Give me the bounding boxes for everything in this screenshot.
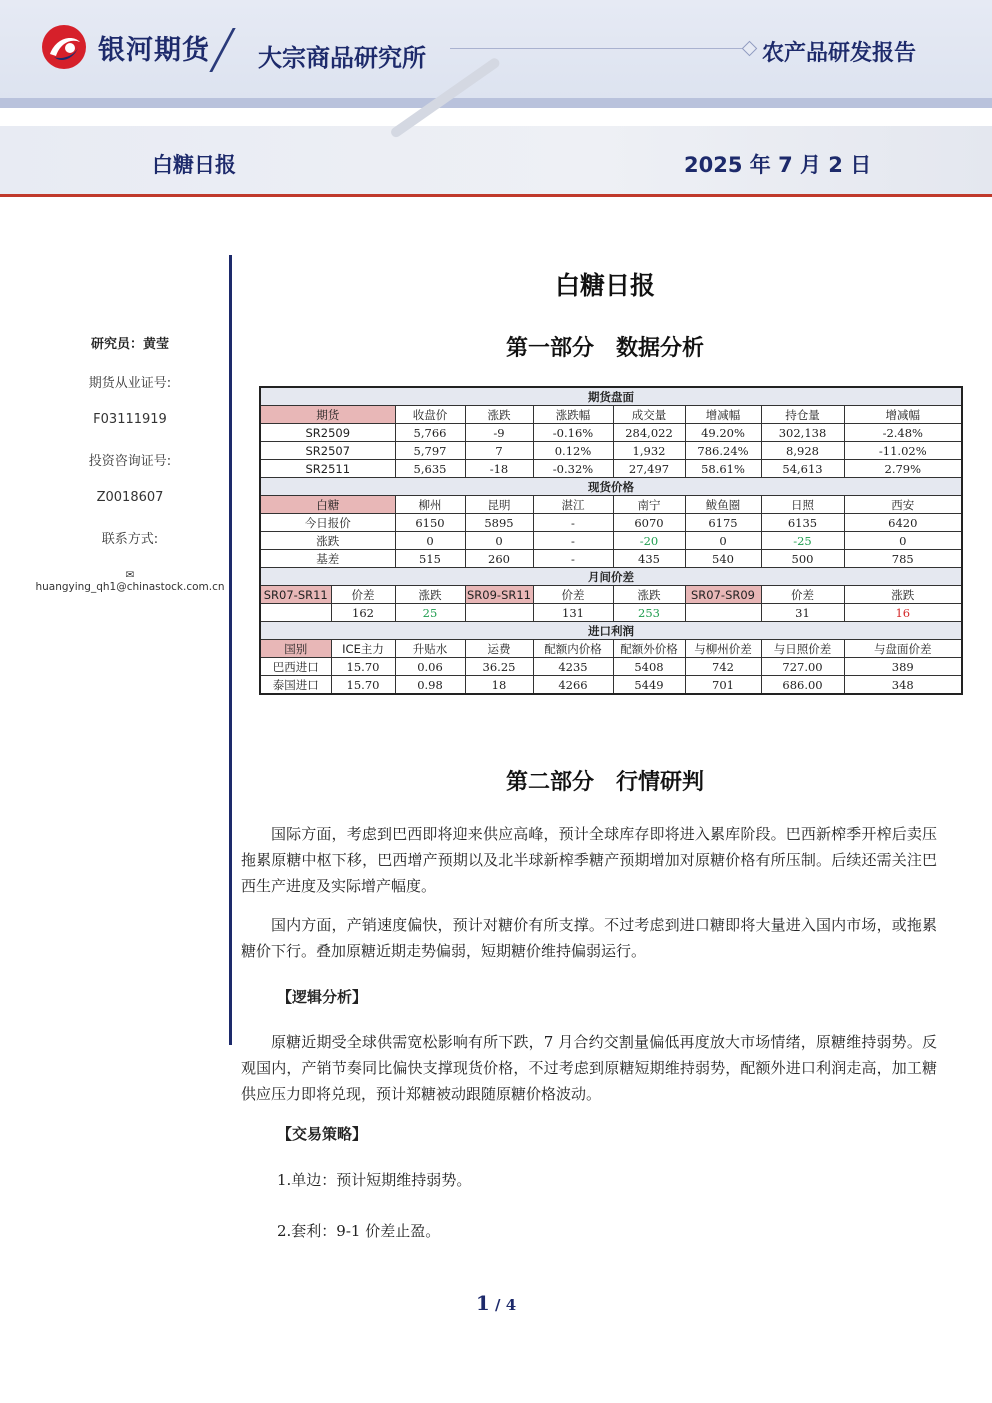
column-header: 白糖 xyxy=(260,496,395,514)
column-header: 昆明 xyxy=(465,496,533,514)
institute-name: 大宗商品研究所 xyxy=(258,44,426,72)
contact-email[interactable]: huangying_qh1@chinastock.com.cn xyxy=(35,581,225,593)
table-cell: 260 xyxy=(465,550,533,568)
column-header: 西安 xyxy=(844,496,962,514)
table-cell: - xyxy=(533,550,613,568)
column-header: 运费 xyxy=(465,640,533,658)
table-cell xyxy=(465,604,533,622)
table-cell: 0.98 xyxy=(395,676,465,695)
paragraph-domestic: 国内方面，产销速度偏快，预计对糖价有所支撑。不过考虑到进口糖即将大量进入国内市场，或拖累糖价下行。叠加原糖近期走势偏弱，短期糖价维持偏弱运行。 xyxy=(241,916,937,960)
table-cell: 1,932 xyxy=(613,442,685,460)
page-total: 4 xyxy=(505,1296,517,1314)
table-cell: -2.48% xyxy=(844,424,962,442)
row-label: SR2507 xyxy=(260,442,395,460)
table-cell: 742 xyxy=(685,658,761,676)
header-band xyxy=(0,98,992,108)
license-label: 期货从业证号: xyxy=(88,376,172,391)
table-cell: 686.00 xyxy=(761,676,844,695)
futures-row xyxy=(260,424,962,442)
table-cell: 785 xyxy=(844,550,962,568)
table-cell: - xyxy=(533,514,613,532)
table-cell: 49.20% xyxy=(685,424,761,442)
spot-header-row xyxy=(260,496,962,514)
consult-label: 投资咨询证号: xyxy=(88,454,172,469)
table-cell: 15.70 xyxy=(331,676,395,695)
table-cell: 5,635 xyxy=(395,460,465,478)
table-cell: -0.32% xyxy=(533,460,613,478)
table-cell: 302,138 xyxy=(761,424,844,442)
table-cell: 0 xyxy=(844,532,962,550)
column-header: 期货 xyxy=(260,406,395,424)
table-cell: -11.02% xyxy=(844,442,962,460)
column-header: 国别 xyxy=(260,640,331,658)
table-cell: 2.79% xyxy=(844,460,962,478)
column-header: SR09-SR11 xyxy=(467,587,531,602)
galaxy-logo-icon xyxy=(40,24,88,70)
section-header: 月间价差 xyxy=(260,568,962,586)
column-header: 与日照价差 xyxy=(761,640,844,658)
table-cell: 5,766 xyxy=(395,424,465,442)
futures-row xyxy=(260,442,962,460)
column-header: 涨跌 xyxy=(844,586,962,604)
table-cell: 500 xyxy=(761,550,844,568)
table-cell: 284,022 xyxy=(613,424,685,442)
consult-number: Z0018607 xyxy=(96,490,164,505)
spot-row xyxy=(260,514,962,532)
table-cell: 5895 xyxy=(465,514,533,532)
column-header: 与柳州价差 xyxy=(685,640,761,658)
row-label: 泰国进口 xyxy=(260,676,331,695)
spot-row xyxy=(260,532,962,550)
main-title: 白糖日报 xyxy=(554,271,655,300)
row-label: 涨跌 xyxy=(260,532,395,550)
table-cell: 6175 xyxy=(685,514,761,532)
table-cell: 6070 xyxy=(613,514,685,532)
column-header: 涨跌 xyxy=(465,406,533,424)
spread-row xyxy=(260,604,962,622)
paragraph-international: 国际方面，考虑到巴西即将迎来供应高峰，预计全球库存即将进入累库阶段。巴西新榨季开榨后卖压拖累原糖中枢下移，巴西增产预期以及北半球新榨季糖产预期增加对原糖价格有所压制。后续还需关注巴西生产进度及实际增产幅度。 xyxy=(241,825,937,895)
table-cell: 253 xyxy=(613,604,685,622)
column-header: 配额内价格 xyxy=(533,640,613,658)
table-cell: 515 xyxy=(395,550,465,568)
table-cell: -0.16% xyxy=(533,424,613,442)
column-header: 与盘面价差 xyxy=(844,640,962,658)
table-cell: 162 xyxy=(331,604,395,622)
table-cell: -25 xyxy=(761,532,844,550)
import-row xyxy=(260,676,962,695)
report-date: 2025 年 7 月 2 日 xyxy=(684,153,872,177)
table-cell: 4266 xyxy=(533,676,613,695)
page-current: 1 xyxy=(475,1291,490,1315)
logo-text: 银河期货 xyxy=(98,35,210,66)
table-cell: 701 xyxy=(685,676,761,695)
spot-row xyxy=(260,550,962,568)
table-cell: - xyxy=(533,532,613,550)
table-cell: 6135 xyxy=(761,514,844,532)
section-row-spot xyxy=(260,478,962,496)
table-cell: 786.24% xyxy=(685,442,761,460)
section-header: 现货价格 xyxy=(260,478,962,496)
table-cell: 435 xyxy=(613,550,685,568)
table-cell: 31 xyxy=(761,604,844,622)
table-cell xyxy=(260,604,331,622)
header-rule xyxy=(450,48,745,49)
table-cell: 18 xyxy=(465,676,533,695)
column-header: 价差 xyxy=(761,586,844,604)
column-header: 增减幅 xyxy=(844,406,962,424)
column-header: SR07-SR09 xyxy=(685,586,761,604)
column-header: 柳州 xyxy=(395,496,465,514)
column-header: 持仓量 xyxy=(761,406,844,424)
column-header: ICE主力 xyxy=(331,640,395,658)
row-label: SR2511 xyxy=(260,460,395,478)
spread-header-row xyxy=(260,586,962,604)
table-cell: 389 xyxy=(844,658,962,676)
mail-icon: ✉ xyxy=(125,569,135,581)
table-cell: -9 xyxy=(465,424,533,442)
data-table xyxy=(259,386,963,695)
section-title-analysis: 第二部分 行情研判 xyxy=(505,770,704,795)
column-header: 收盘价 xyxy=(395,406,465,424)
table-cell: 5,797 xyxy=(395,442,465,460)
section-row-spread xyxy=(260,568,962,586)
logic-heading: 【逻辑分析】 xyxy=(277,988,368,1006)
row-label: SR2509 xyxy=(260,424,395,442)
row-label: 今日报价 xyxy=(260,514,395,532)
table-cell: -20 xyxy=(613,532,685,550)
table-cell: 0.12% xyxy=(533,442,613,460)
section-row-import xyxy=(260,622,962,640)
table-cell: 7 xyxy=(465,442,533,460)
title-band-underline xyxy=(0,194,992,197)
table-cell: 58.61% xyxy=(685,460,761,478)
report-type: 农产品研发报告 xyxy=(762,41,917,66)
column-header: 湛江 xyxy=(533,496,613,514)
strategy-heading: 【交易策略】 xyxy=(277,1125,368,1143)
table-cell: 5408 xyxy=(613,658,685,676)
import-header-row xyxy=(260,640,962,658)
table-cell: 15.70 xyxy=(331,658,395,676)
column-header: 鲅鱼圈 xyxy=(685,496,761,514)
column-header: 价差 xyxy=(331,586,395,604)
column-header: 配额外价格 xyxy=(613,640,685,658)
table-cell: 25 xyxy=(395,604,465,622)
table-cell: 6420 xyxy=(844,514,962,532)
contact-email-row[interactable] xyxy=(32,569,228,593)
table-cell xyxy=(685,604,761,622)
table-cell: 348 xyxy=(844,676,962,695)
column-header: 涨跌 xyxy=(613,586,685,604)
strategy-single: 1.单边：预计短期维持弱势。 xyxy=(277,1171,472,1189)
strategy-arbitrage: 2.套利：9-1 价差止盈。 xyxy=(277,1222,441,1240)
row-label: 基差 xyxy=(260,550,395,568)
section-header: 期货盘面 xyxy=(260,387,962,406)
paragraph-logic: 原糖近期受全球供需宽松影响有所下跌，7 月合约交割量偏低再度放大市场情绪，原糖维持弱势。反观国内，产销节奏同比偏快支撑现货价格，不过考虑到原糖短期维持弱势，配额外进口利润走高，加工糖供应压力即将兑现，预计郑糖被动跟随原糖价格波动。 xyxy=(241,1033,937,1103)
section-title-data: 第一部分 数据分析 xyxy=(505,336,704,361)
column-header: 涨跌 xyxy=(395,586,465,604)
band-title: 白糖日报 xyxy=(152,153,236,177)
table-cell: 5449 xyxy=(613,676,685,695)
table-cell: 0.06 xyxy=(395,658,465,676)
section-row-futures xyxy=(260,387,962,406)
table-cell: 36.25 xyxy=(465,658,533,676)
column-header: 日照 xyxy=(761,496,844,514)
table-cell: 0 xyxy=(465,532,533,550)
table-cell: 540 xyxy=(685,550,761,568)
import-row xyxy=(260,658,962,676)
table-cell: 0 xyxy=(395,532,465,550)
table-cell: 6150 xyxy=(395,514,465,532)
table-cell: 4235 xyxy=(533,658,613,676)
table-cell: 727.00 xyxy=(761,658,844,676)
table-cell: 0 xyxy=(685,532,761,550)
futures-header-row xyxy=(260,406,962,424)
row-label: 巴西进口 xyxy=(260,658,331,676)
page-number xyxy=(460,1291,532,1315)
license-number: F03111919 xyxy=(93,412,167,427)
column-header: 升贴水 xyxy=(395,640,465,658)
table-cell: -18 xyxy=(465,460,533,478)
futures-row xyxy=(260,460,962,478)
column-header: 价差 xyxy=(533,586,613,604)
column-header: 南宁 xyxy=(613,496,685,514)
section-header: 进口利润 xyxy=(260,622,962,640)
contact-label: 联系方式: xyxy=(101,532,159,547)
table-cell: 8,928 xyxy=(761,442,844,460)
table-cell: 16 xyxy=(844,604,962,622)
table-cell: 27,497 xyxy=(613,460,685,478)
researcher-name: 研究员：黄莹 xyxy=(90,337,169,352)
table-cell: 54,613 xyxy=(761,460,844,478)
page-sep: / xyxy=(489,1296,506,1314)
column-header: 涨跌幅 xyxy=(533,406,613,424)
column-header: 成交量 xyxy=(613,406,685,424)
table-cell: 131 xyxy=(533,604,613,622)
column-header: 增减幅 xyxy=(685,406,761,424)
column-header: SR07-SR11 xyxy=(260,586,331,604)
